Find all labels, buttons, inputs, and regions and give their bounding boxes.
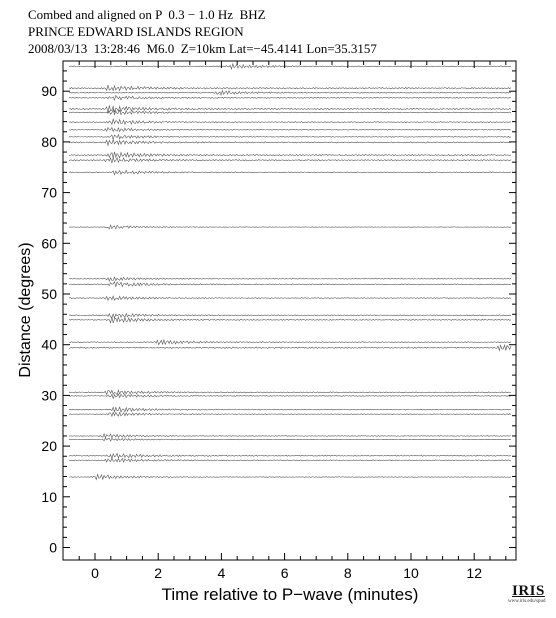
x-tick-label: 2 xyxy=(154,565,163,581)
seismic-trace xyxy=(69,458,511,462)
seismic-trace xyxy=(69,340,511,345)
seismic-trace xyxy=(69,314,511,318)
seismic-trace xyxy=(69,438,511,441)
seismic-trace xyxy=(69,85,511,91)
seismic-trace xyxy=(69,64,511,69)
seismic-trace xyxy=(69,119,511,124)
seismic-trace xyxy=(69,90,511,95)
y-tick-label: 50 xyxy=(41,286,57,302)
seismic-trace xyxy=(69,96,511,101)
seismic-trace xyxy=(69,434,511,438)
y-tick-label: 30 xyxy=(41,387,57,404)
seismic-trace xyxy=(69,453,511,458)
header-line-3: 2008/03/13 13:28:46 M6.0 Z=10km Lat=−45.4141 Lon=35.3157 xyxy=(28,41,377,56)
x-tick-label: 4 xyxy=(217,565,226,581)
y-tick-label: 60 xyxy=(41,235,57,252)
y-tick-label: 40 xyxy=(41,336,57,353)
seismic-trace xyxy=(69,140,511,146)
seismic-trace xyxy=(69,277,511,281)
y-tick-label: 90 xyxy=(41,83,57,100)
seismic-trace xyxy=(69,170,511,174)
y-tick-label: 80 xyxy=(41,133,57,150)
seismic-trace xyxy=(69,225,511,229)
seismic-trace xyxy=(69,412,511,416)
x-axis-label: Time relative to P−wave (minutes) xyxy=(161,585,419,604)
iris-logo-name: IRIS xyxy=(512,583,545,599)
seismic-trace xyxy=(69,158,511,163)
seismic-trace xyxy=(69,394,511,398)
seismic-trace xyxy=(69,128,511,132)
seismic-trace xyxy=(69,152,511,158)
y-tick-label: 0 xyxy=(49,539,57,556)
seismic-trace xyxy=(69,296,511,300)
seismic-trace xyxy=(69,110,511,115)
seismic-trace xyxy=(69,135,511,140)
header-line-1: Combed and aligned on P 0.3 − 1.0 Hz BHZ xyxy=(28,7,266,22)
iris-logo-url: www.iris.edu/spud xyxy=(508,599,546,604)
seismic-trace xyxy=(69,282,511,287)
y-axis-label: Distance (degrees) xyxy=(17,242,34,378)
y-tick-label: 20 xyxy=(41,438,57,455)
x-tick-label: 6 xyxy=(280,565,289,581)
header-line-2: PRINCE EDWARD ISLANDS REGION xyxy=(28,24,244,39)
seismic-trace xyxy=(69,390,511,394)
x-tick-label: 12 xyxy=(466,565,482,581)
x-tick-label: 10 xyxy=(403,565,419,581)
iris-logo xyxy=(508,583,546,605)
seismic-trace xyxy=(69,474,511,479)
seismic-trace xyxy=(69,345,511,350)
traces-layer xyxy=(69,64,511,480)
x-tick-label: 0 xyxy=(91,565,99,581)
y-tick-label: 10 xyxy=(41,488,57,505)
seismic-trace xyxy=(69,407,511,412)
seismic-trace xyxy=(69,317,511,323)
seismic-trace xyxy=(69,105,511,113)
x-tick-label: 8 xyxy=(343,565,352,581)
y-tick-label: 70 xyxy=(41,184,57,201)
